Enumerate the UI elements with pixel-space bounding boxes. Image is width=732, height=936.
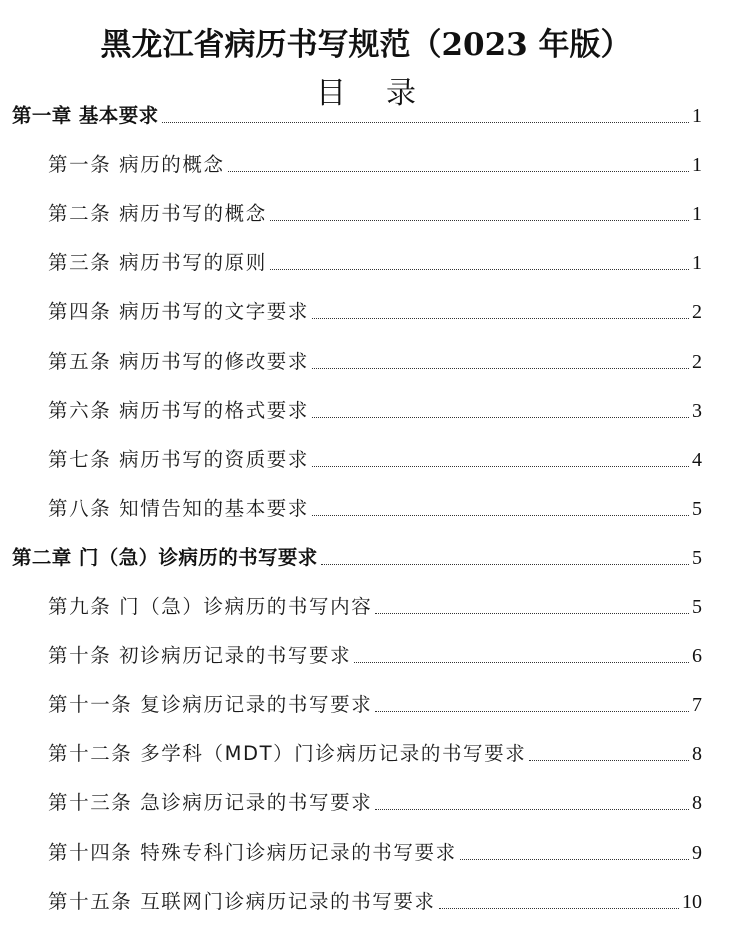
page-number: 8 (692, 743, 702, 766)
dot-leader (375, 613, 689, 614)
dot-leader (312, 368, 689, 369)
toc-article-entry[interactable] (0, 391, 732, 423)
dot-leader (529, 760, 689, 761)
article-title: 第六条 病历书写的格式要求 (48, 398, 309, 422)
article-title: 第十三条 急诊病历记录的书写要求 (48, 791, 373, 815)
page-number: 5 (692, 596, 702, 618)
toc-article-entry[interactable] (0, 882, 732, 914)
page-number: 1 (692, 252, 702, 275)
chapter-title: 第一章 基本要求 (12, 104, 159, 127)
article-title: 第三条 病历书写的原则 (48, 251, 267, 275)
article-title: 第五条 病历书写的修改要求 (48, 349, 309, 373)
page-number: 10 (682, 890, 702, 913)
page-number: 6 (692, 645, 702, 668)
toc-heading: 目录 (316, 75, 456, 111)
toc-article-entry[interactable] (0, 833, 732, 865)
dot-leader (460, 859, 689, 860)
article-title: 第一条 病历的概念 (48, 153, 225, 177)
page-number: 7 (692, 694, 702, 717)
toc-article-entry[interactable] (0, 440, 732, 472)
toc-article-entry[interactable] (0, 145, 732, 177)
toc-chapter-entry[interactable] (0, 538, 732, 570)
dot-leader (312, 318, 689, 319)
article-title: 第十条 初诊病历记录的书写要求 (48, 644, 352, 668)
toc-article-entry[interactable] (0, 342, 732, 374)
page-number: 3 (692, 399, 702, 422)
toc-article-entry[interactable] (0, 243, 732, 275)
page-number: 1 (692, 203, 702, 226)
article-title: 第九条 门（急）诊病历的书写内容 (48, 595, 373, 618)
dot-leader (228, 171, 689, 172)
article-title: 第十二条 多学科（MDT）门诊病历记录的书写要求 (48, 742, 527, 766)
page-number: 2 (692, 350, 702, 373)
page-number: 4 (692, 448, 702, 471)
toc-article-entry[interactable] (0, 194, 732, 226)
article-title: 第二条 病历书写的概念 (48, 202, 267, 226)
toc-chapter-entry[interactable] (0, 96, 732, 128)
dot-leader (312, 417, 689, 418)
article-title: 第八条 知情告知的基本要求 (48, 496, 309, 520)
dot-leader (312, 466, 689, 467)
article-title: 第十四条 特殊专科门诊病历记录的书写要求 (48, 840, 457, 864)
page-number: 9 (692, 841, 702, 864)
dot-leader (312, 515, 689, 516)
dot-leader (354, 662, 689, 663)
dot-leader (321, 564, 689, 565)
page-number: 5 (692, 546, 702, 569)
page-number: 8 (692, 792, 702, 815)
toc-article-entry[interactable] (0, 734, 732, 766)
dot-leader (375, 711, 689, 712)
article-title: 第十五条 互联网门诊病历记录的书写要求 (48, 889, 436, 913)
page-number: 2 (692, 301, 702, 324)
page-number: 5 (692, 497, 702, 520)
dot-leader (270, 220, 689, 221)
article-title: 第十一条 复诊病历记录的书写要求 (48, 693, 373, 717)
page-number: 1 (692, 154, 702, 177)
toc-article-entry[interactable] (0, 587, 732, 619)
page-number: 1 (692, 105, 702, 127)
dot-leader (270, 269, 689, 270)
toc-article-entry[interactable] (0, 489, 732, 521)
toc-article-entry[interactable] (0, 292, 732, 324)
dot-leader (439, 908, 679, 909)
dot-leader (162, 122, 690, 123)
toc-article-entry[interactable] (0, 783, 732, 815)
article-title: 第四条 病历书写的文字要求 (48, 300, 309, 324)
toc-article-entry[interactable] (0, 685, 732, 717)
toc-article-entry[interactable] (0, 636, 732, 668)
article-title: 第七条 病历书写的资质要求 (48, 447, 309, 471)
chapter-title: 第二章 门（急）诊病历的书写要求 (12, 545, 318, 569)
document-title: 黑龙江省病历书写规范（2023 年版） (100, 26, 632, 63)
dot-leader (375, 809, 689, 810)
